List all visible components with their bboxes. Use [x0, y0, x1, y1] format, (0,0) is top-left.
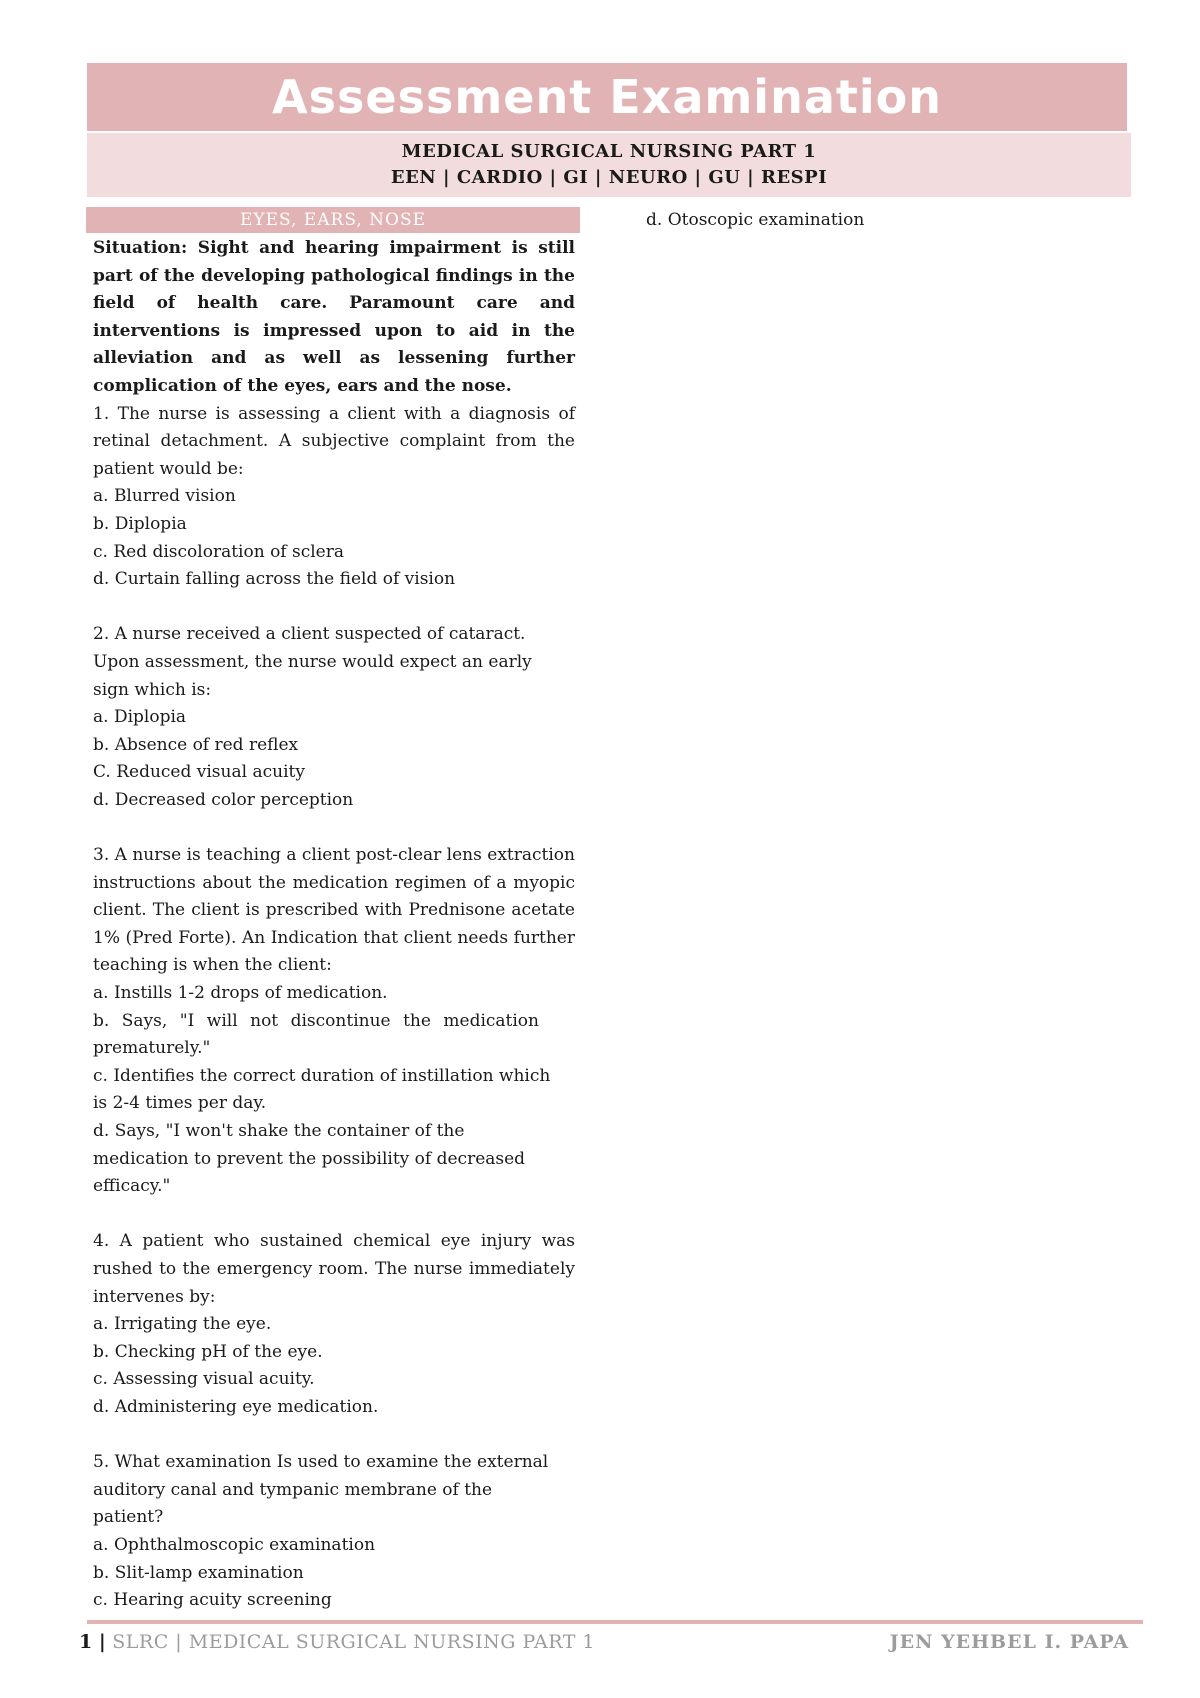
section-heading: EYES, EARS, NOSE [239, 210, 427, 230]
option: a. Instills 1-2 drops of medication. [93, 983, 388, 1004]
page-number: 1 | [79, 1631, 106, 1653]
page-title: Assessment Examination [272, 70, 942, 124]
question-stem-line: sign which is: [93, 679, 212, 700]
subtitle-banner [87, 133, 1131, 197]
option: b. Checking pH of the eye. [93, 1341, 323, 1362]
option: d. Administering eye medication. [93, 1396, 379, 1417]
question-stem: 3. A nurse is teaching a client post-clear lens extraction instructions about the medication regimen of a myopic client. The client is prescribed with Prednisone acetate 1% (Pred Forte). An Indication that client needs further teaching is when the client: [93, 845, 575, 976]
question-stem-line: Upon assessment, the nurse would expect an early [93, 651, 532, 672]
footer-course: SLRC | MEDICAL SURGICAL NURSING PART 1 [105, 1631, 595, 1653]
spacer [93, 594, 575, 622]
section-heading-band [86, 207, 580, 233]
option: C. Reduced visual acuity [93, 762, 305, 783]
option: d. Otoscopic examination [646, 210, 865, 230]
situation-text: : Sight and hearing impairment is still part of the developing pathological findings in the field of health care. Paramount care and interventions is impressed upon to aid in the alleviation and as well as lessening further complication of the eyes, ears and the nose. [93, 238, 575, 396]
option: c. Identifies the correct duration of instillation which is 2-4 times per day. [93, 1065, 551, 1114]
situation-paragraph [93, 235, 575, 401]
page-footer [79, 1627, 1129, 1657]
course-title: MEDICAL SURGICAL NURSING PART 1 [401, 141, 817, 162]
option: a. Blurred vision [93, 486, 236, 507]
situation-label: Situation [93, 238, 181, 258]
question-4 [93, 1228, 575, 1421]
footer-divider [87, 1620, 1143, 1624]
option: c. Assessing visual acuity. [93, 1369, 315, 1390]
option: d. Curtain falling across the field of vision [93, 569, 456, 590]
title-banner [87, 63, 1127, 131]
option: b. Absence of red reflex [93, 734, 299, 755]
option: b. Diplopia [93, 513, 187, 534]
question-stem: 4. A patient who sustained chemical eye injury was rushed to the emergency room. The nurse immediately intervenes by: [93, 1231, 575, 1307]
spacer [93, 1422, 575, 1450]
option: d. Decreased color perception [93, 789, 354, 810]
option: b. Slit-lamp examination [93, 1562, 304, 1583]
footer-author: JEN YEHBEL I. PAPA [889, 1631, 1129, 1653]
question-stem-line: patient? [93, 1507, 164, 1528]
left-column [93, 235, 575, 1615]
option: a. Ophthalmoscopic examination [93, 1534, 376, 1555]
question-stem: 1. The nurse is assessing a client with a diagnosis of retinal detachment. A subjective complaint from the patient would be: [93, 403, 575, 479]
option: c. Red discoloration of sclera [93, 541, 344, 562]
question-3 [93, 842, 575, 1201]
option: c. Hearing acuity screening [93, 1590, 332, 1611]
option: a. Diplopia [93, 707, 187, 728]
question-2 [93, 621, 575, 814]
spacer [93, 1201, 575, 1229]
topics-list: EEN | CARDIO | GI | NEURO | GU | RESPI [390, 167, 828, 188]
option: d. Says, "I won't shake the container of the medication to prevent the possibility of decreased efficacy." [93, 1121, 526, 1197]
question-stem-line: auditory canal and tympanic membrane of the [93, 1479, 493, 1500]
question-stem-line: 5. What examination Is used to examine the external [93, 1452, 549, 1473]
question-1 [93, 401, 575, 594]
spacer [93, 814, 575, 842]
question-stem-line: 2. A nurse received a client suspected of cataract. [93, 624, 526, 645]
option: a. Irrigating the eye. [93, 1314, 272, 1335]
option: b. Says, "I will not discontinue the medication prematurely." [93, 1010, 539, 1059]
right-column [646, 207, 1096, 235]
footer-left [79, 1631, 595, 1653]
question-5 [93, 1449, 575, 1615]
